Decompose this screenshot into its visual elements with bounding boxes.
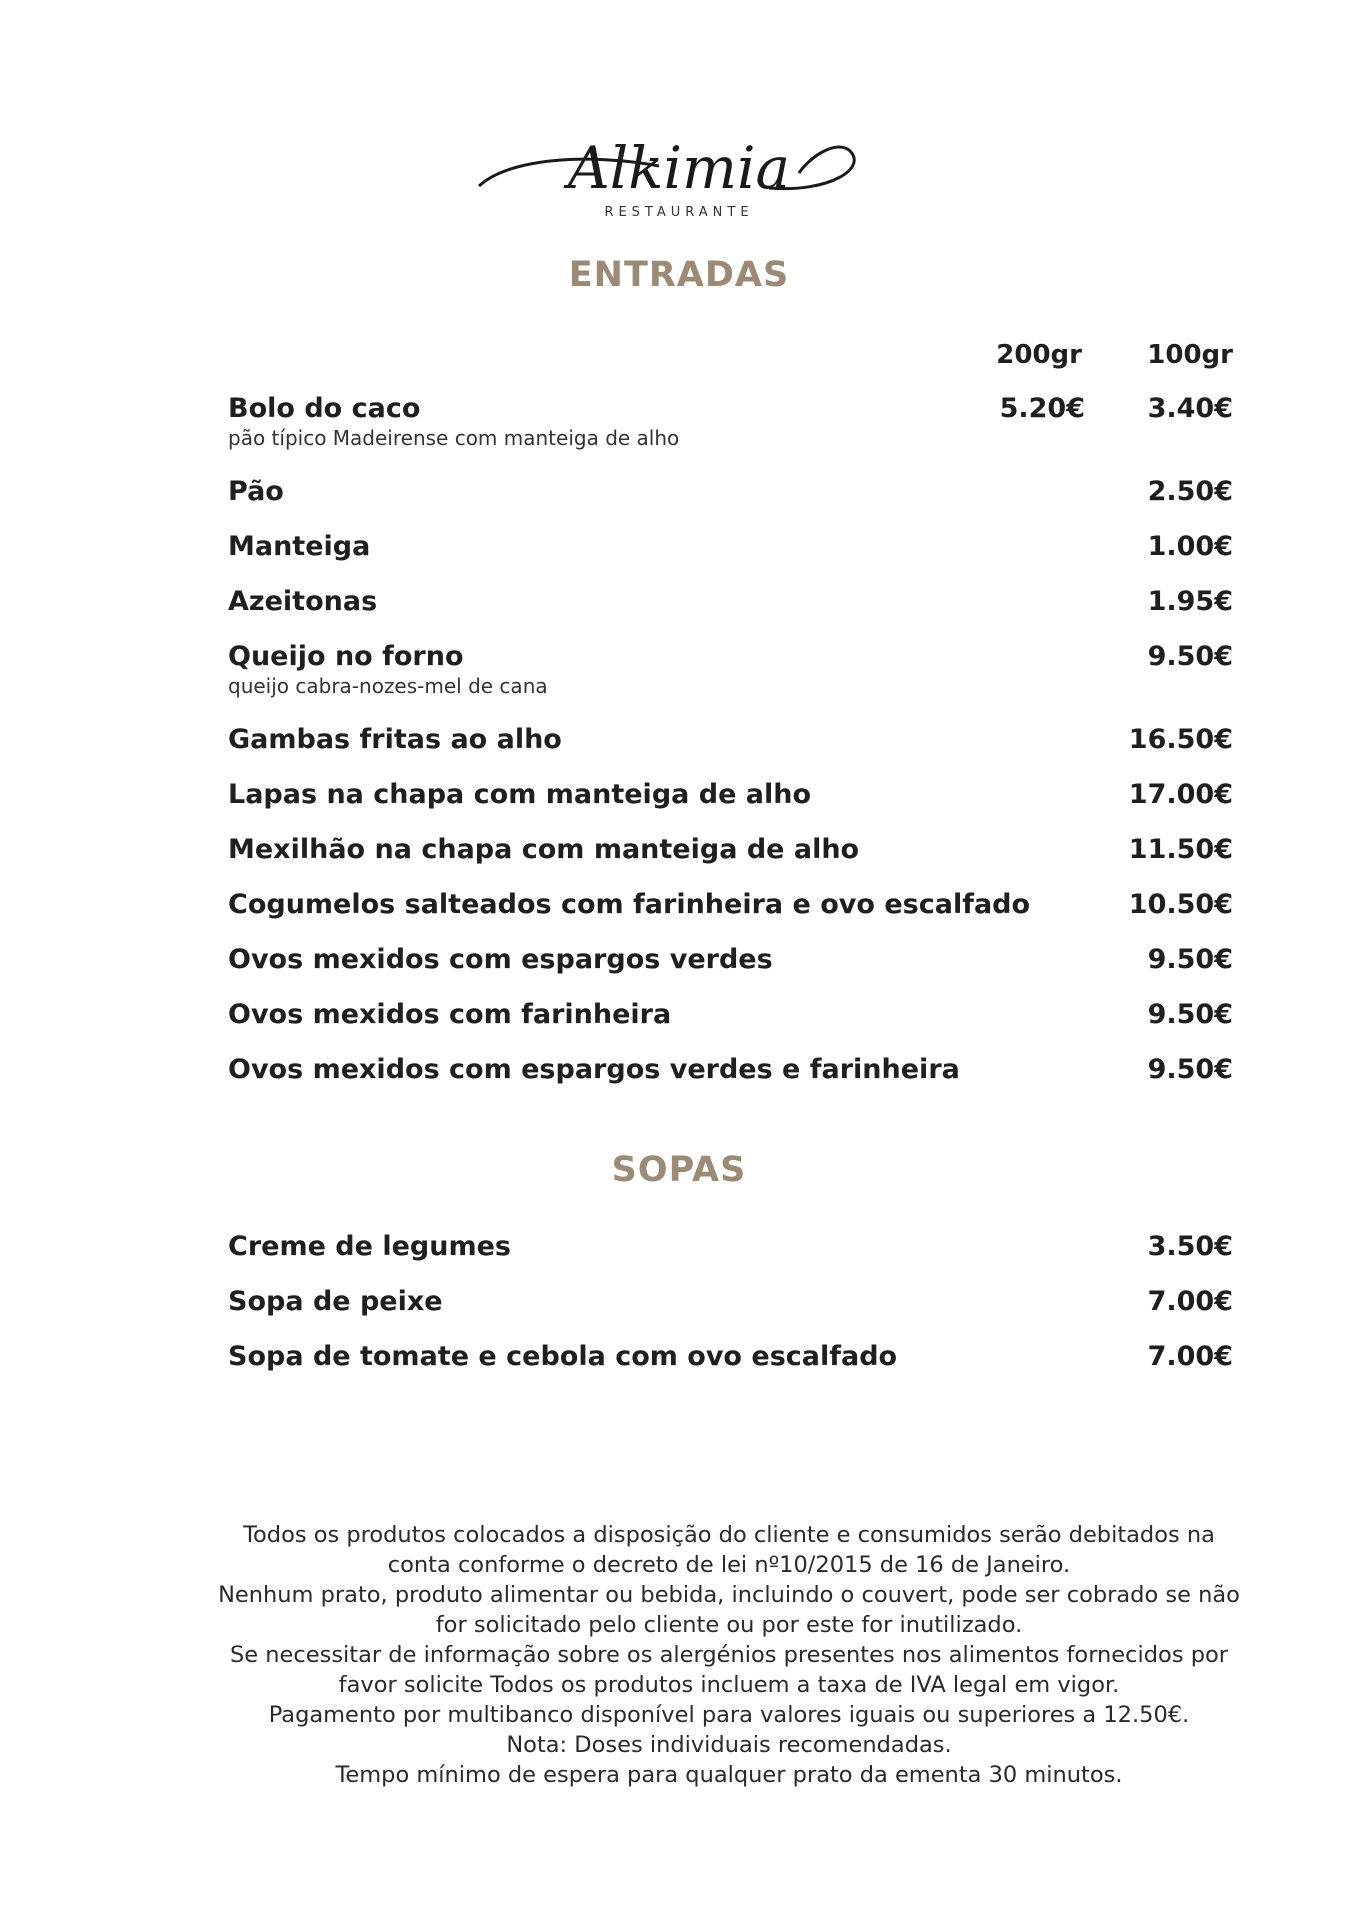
item-name: Queijo no forno: [228, 641, 464, 672]
footer-line: conta conforme o decreto de lei nº10/2015 de 16 de Janeiro.: [387, 1552, 1071, 1578]
item-name: Sopa de peixe: [228, 1286, 443, 1317]
logo-wordmark: Alkimia: [567, 134, 791, 202]
menu-item: [228, 475, 1233, 509]
menu-item: [228, 833, 1233, 867]
item-name: Azeitonas: [228, 586, 378, 617]
item-name: Cogumelos salteados com farinheira e ovo escalfado: [228, 889, 1031, 920]
item-description: pão típico Madeirense com manteiga de alho: [228, 426, 680, 450]
footer-line: for solicitado pelo cliente ou por este for inutilizado.: [435, 1612, 1023, 1638]
item-name: Sopa de tomate e cebola com ovo escalfado: [228, 1341, 898, 1372]
item-name: Gambas fritas ao alho: [228, 724, 562, 755]
item-name: Pão: [228, 476, 284, 507]
item-name: Manteiga: [228, 531, 371, 562]
footer-line: Pagamento por multibanco disponível para valores iguais ou superiores a 12.50€.: [268, 1702, 1190, 1728]
item-name: Creme de legumes: [228, 1231, 511, 1262]
item-price: 7.00€: [1147, 1341, 1233, 1372]
item-name: Ovos mexidos com espargos verdes: [228, 944, 773, 975]
menu-item: [228, 585, 1233, 619]
item-name: Ovos mexidos com espargos verdes e farinheira: [228, 1054, 960, 1085]
item-name: Bolo do caco: [228, 393, 421, 424]
item-description: queijo cabra-nozes-mel de cana: [228, 674, 548, 698]
footer-line: Tempo mínimo de espera para qualquer prato da ementa 30 minutos.: [335, 1762, 1123, 1788]
item-price: 11.50€: [1128, 834, 1233, 865]
section-title-sopas: SOPAS: [611, 1150, 747, 1190]
item-price: 10.50€: [1128, 889, 1233, 920]
menu-item: [228, 1285, 1233, 1319]
item-name: Mexilhão na chapa com manteiga de alho: [228, 834, 860, 865]
column-header-200gr: 200gr: [996, 340, 1082, 370]
item-name: Lapas na chapa com manteiga de alho: [228, 779, 812, 810]
menu-item: [228, 778, 1233, 812]
section-title-entradas: ENTRADAS: [568, 255, 790, 295]
item-price: 9.50€: [1147, 641, 1233, 672]
item-price: 16.50€: [1128, 724, 1233, 755]
menu-item: [228, 723, 1233, 757]
logo-subtitle: RESTAURANTE: [604, 205, 754, 220]
item-price-200gr: 5.20€: [999, 393, 1085, 424]
footer-line: favor solicite Todos os produtos incluem a taxa de IVA legal em vigor.: [338, 1672, 1120, 1698]
restaurant-logo: [0, 128, 1358, 228]
footer-line: Todos os produtos colocados a disposição do cliente e consumidos serão debitados na: [243, 1522, 1215, 1548]
menu-item: [228, 1053, 1233, 1087]
footer-line: Nota: Doses individuais recomendadas.: [506, 1732, 952, 1758]
menu-item: [228, 1340, 1233, 1374]
menu-item: [228, 640, 1233, 698]
item-name: Ovos mexidos com farinheira: [228, 999, 672, 1030]
item-price: 9.50€: [1147, 944, 1233, 975]
legal-footer: [200, 1520, 1258, 1790]
menu-item: [228, 998, 1233, 1032]
column-header-100gr: 100gr: [1147, 340, 1233, 370]
item-price: 3.40€: [1147, 393, 1233, 424]
footer-line: Se necessitar de informação sobre os alergénios presentes nos alimentos fornecidos por: [230, 1642, 1228, 1668]
item-price: 9.50€: [1147, 999, 1233, 1030]
item-price: 2.50€: [1147, 476, 1233, 507]
menu-item: [228, 392, 1233, 450]
footer-line: Nenhum prato, produto alimentar ou bebida, incluindo o couvert, pode ser cobrado se não: [218, 1582, 1240, 1608]
item-price: 1.00€: [1147, 531, 1233, 562]
logo-mark: [469, 128, 889, 228]
item-price: 17.00€: [1128, 779, 1233, 810]
menu-item: [228, 888, 1233, 922]
menu-item: [228, 1230, 1233, 1264]
item-price: 3.50€: [1147, 1231, 1233, 1262]
item-price: 9.50€: [1147, 1054, 1233, 1085]
item-price: 7.00€: [1147, 1286, 1233, 1317]
menu-item: [228, 943, 1233, 977]
menu-item: [228, 530, 1233, 564]
item-price: 1.95€: [1147, 586, 1233, 617]
